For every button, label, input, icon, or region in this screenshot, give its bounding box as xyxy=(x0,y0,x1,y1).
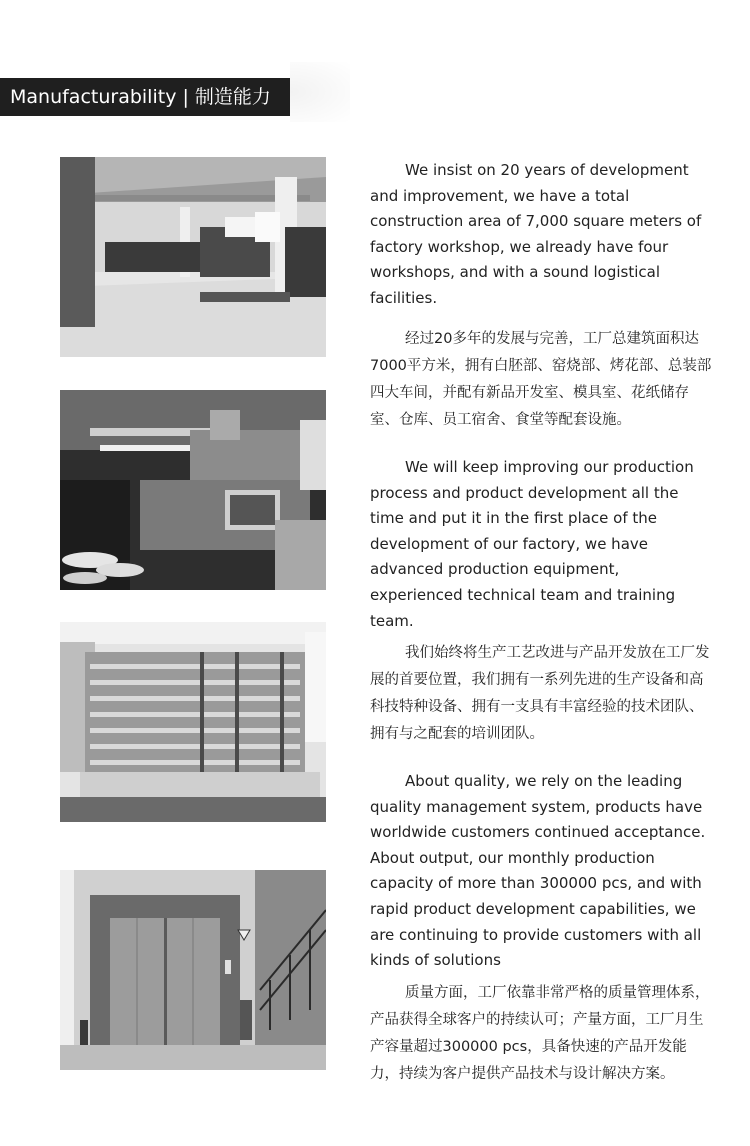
elevator-hall-photo xyxy=(60,870,326,1070)
section-2-text xyxy=(370,455,715,748)
section-2-chinese: 我们始终将生产工艺改进与产品开发放在工厂发展的首要位置，我们拥有一系列先进的生产设备和高科技特种设备、拥有一支具有丰富经验的技术团队、拥有与之配套的培训团队。 xyxy=(370,645,710,743)
section-1-text xyxy=(370,158,715,434)
section-2-english: We will keep improving our production process and product development all the time and put it in the first place of the development of our factory, we have advanced production equipment, experienced technical team and training team. xyxy=(370,458,694,630)
section-1-english: We insist on 20 years of development and improvement, we have a total construction area of 7,000 square meters of factory workshop, we already have four workshops, and with a sound logistical facilities. xyxy=(370,161,702,307)
section-1-chinese: 经过20多年的发展与完善，工厂总建筑面积达7000平方米，拥有白胚部、窑烧部、烤花部、总装部四大车间，并配有新品开发室、模具室、花纸储存室、仓库、员工宿舍、食堂等配套设施。 xyxy=(370,330,712,428)
factory-workshop-photo xyxy=(60,157,326,357)
section-3-chinese: 质量方面，工厂依靠非常严格的质量管理体系，产品获得全球客户的持续认可；产量方面，工厂月生产容量超过300000 pcs，具备快速的产品开发能力，持续为客户提供产品技术与设计解决方案。 xyxy=(370,984,710,1082)
title-decoration xyxy=(290,62,350,122)
section-3-text xyxy=(370,769,715,1088)
page-title: Manufacturability | 制造能力 xyxy=(0,78,290,116)
drying-rack-photo xyxy=(60,622,326,822)
section-3-english: About quality, we rely on the leading quality management system, products have worldwide customers continued acceptance. About output, our monthly production capacity of more than 300000 pcs, and with rapid product development capabilities, we are continuing to provide customers with all kinds of solutions xyxy=(370,772,706,970)
kiln-production-line-photo xyxy=(60,390,326,590)
